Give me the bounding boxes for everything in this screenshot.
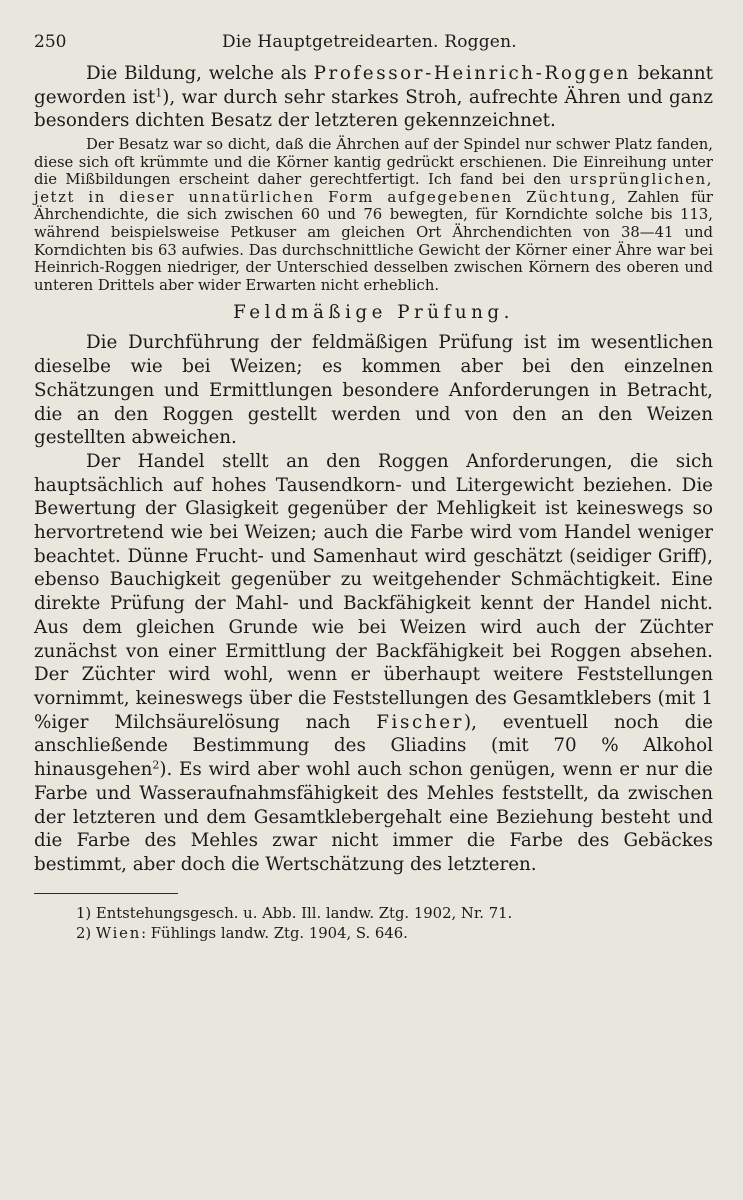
running-head: Die Hauptgetreidearten. Roggen. [222, 32, 517, 52]
footnote-mark: 1) [76, 904, 92, 922]
spaced-name: Fischer [376, 711, 464, 733]
text-run: Der Handel stellt an den Roggen Anforderungen, die sich hauptsächlich auf hohes Tausendkorn- und Litergewicht beziehen. Die Bewertung der Glasigkeit gegenüber der Mehligkeit ist keineswegs so hervortretend wie bei Weizen; auch die Farbe wird vom Handel weniger beachtet. Dünne Frucht- und Samenhaut wird geschätzt (seidiger Griff), ebenso Bauchigkeit gegenüber zu weitgehender Schmächtigkeit. Eine direkte Prüfung der Mahl- und Backfähigkeit kennt der Handel nicht. Aus dem gleichen Grunde wie bei Weizen wird auch der Züchter zunächst von einer Ermittlung der Backfähigkeit bei Roggen absehen. Der Züchter wird wohl, wenn er überhaupt weitere Feststellungen vornimmt, keineswegs über die Feststellungen des Gesamtklebers (mit 1 %iger Milchsäurelösung nach [34, 450, 713, 733]
footnote-ref: 1 [155, 86, 163, 100]
text-run: Der Besatz war so dicht, daß die Ährchen auf der Spindel nur schwer Platz fanden, diese sich oft krümmte und die Körner kantig gedrückt erschienen. Die Einreihung unter die Mißbildungen erscheint daher gerechtfertigt. Ich fand bei den [34, 136, 713, 189]
page-number: 250 [34, 32, 67, 52]
text-run: ). Es wird aber wohl auch schon genügen, wenn er nur die Farbe und Wasseraufnahmsfähigkeit des Mehles feststellt, da zwischen der letzteren und dem Gesamtklebergehalt eine Beziehung besteht und die Farbe des Mehles zwar nicht immer die Farbe des Gebäckes bestimmt, aber doch die Wertschätzung des letzteren. [34, 759, 713, 875]
spaced-name: Professor-Heinrich-Roggen [313, 63, 631, 84]
spaced-phrase: ursprünglichen, jetzt in dieser unnatürlichen Form aufgegebenen Züchtung [34, 171, 713, 206]
footnote-text: : Fühlings landw. Ztg. 1904, S. 646. [141, 924, 408, 942]
footnote-spaced-name: Wien [95, 924, 142, 942]
text-run: , Zahlen für Ährchendichte, die sich zwischen 60 und 76 bewegten, für Korndichte solche bis 113, während beispielsweise Petkuser am gleichen Ort Ährchendichten von 38—41 und Korndichten bis 63 aufwies. Das durchschnittliche Gewicht der Körner einer Ähre war bei Heinrich-Roggen niedriger, der Unterschied desselben zwischen Körnern des oberen und unteren Drittels aber wider Erwarten nicht erheblich. [34, 188, 714, 294]
footnote-1 [34, 904, 713, 924]
footnote-2 [34, 924, 713, 944]
text-run: ), war durch sehr starkes Stroh, aufrechte Ähren und ganz besonders dichten Besatz der letzteren gekennzeichnet. [34, 86, 713, 132]
paragraph-2: Die Durchführung der feldmäßigen Prüfung ist im wesentlichen dieselbe wie bei Weizen; es kommen aber bei den einzelnen Schätzungen und Ermittlungen besondere Anforderungen in Betracht, die an den Roggen gestellt werden und von den an den Weizen gestellten abweichen. [34, 332, 713, 449]
footnote-mark: 2) [76, 924, 92, 942]
footnote-text: Entstehungsgesch. u. Abb. Ill. landw. Ztg. 1902, Nr. 71. [91, 904, 513, 922]
page-header [34, 32, 713, 62]
text-run: ), eventuell noch die anschließende Bestimmung des Gliadins (mit 70 % Alkohol hinausgehen [34, 711, 713, 781]
paragraph-3 [34, 450, 713, 877]
text-run: Die Bildung, welche als [86, 63, 314, 84]
paragraph-1 [34, 62, 713, 133]
section-heading: Feldmäßige Prüfung. [233, 302, 514, 324]
footnote-divider [34, 893, 178, 894]
text-run: bekannt geworden ist [34, 63, 713, 108]
small-print-paragraph [34, 136, 713, 294]
footnote-ref: 2 [152, 758, 160, 772]
